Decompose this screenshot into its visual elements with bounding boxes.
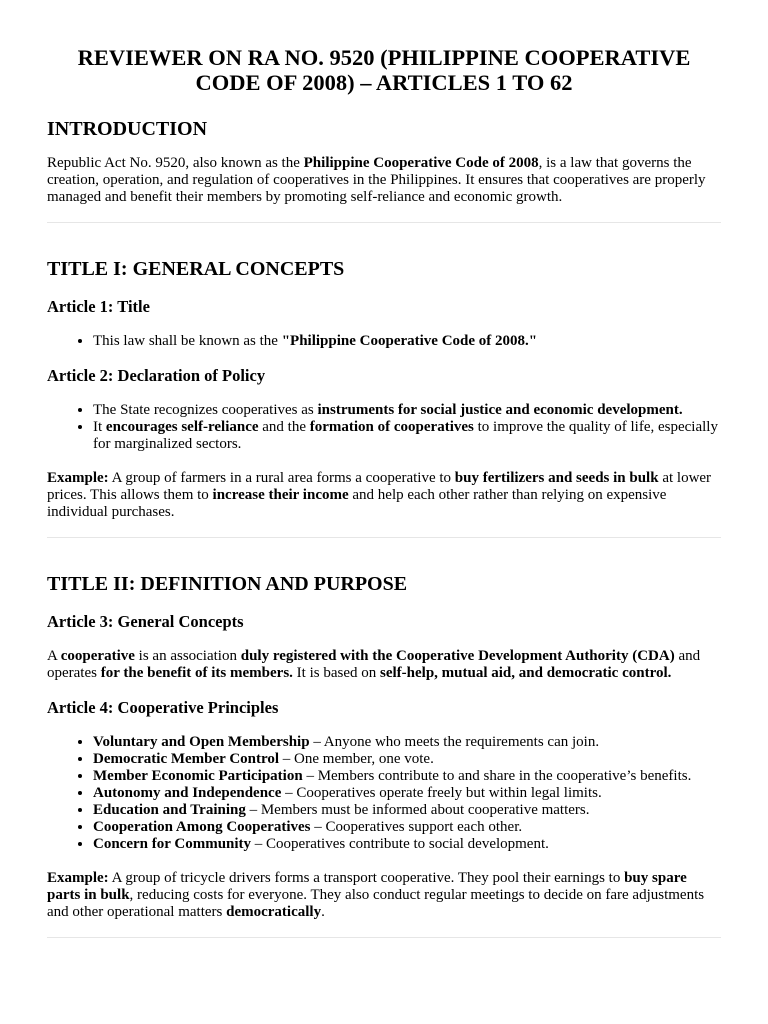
list-item: [93, 333, 721, 350]
list-item: [93, 734, 721, 751]
text-run: – Members contribute to and share in the cooperative’s benefits.: [302, 768, 692, 784]
text-run: A group of farmers in a rural area forms a cooperative to: [108, 470, 455, 486]
document-title: REVIEWER ON RA NO. 9520 (PHILIPPINE COOPERATIVE CODE OF 2008) – ARTICLES 1 TO 62: [77, 45, 691, 95]
title-2-section: [47, 573, 721, 921]
bold-text: Cooperation Among Cooperatives: [93, 819, 311, 835]
introduction-heading: INTRODUCTION: [47, 118, 208, 140]
list-item: [93, 785, 721, 802]
text-run: It is based on: [292, 665, 380, 681]
introduction-section: [47, 118, 721, 206]
list-item: [93, 402, 721, 419]
bold-text: Example:: [47, 870, 109, 886]
bold-text: for the benefit of its members.: [100, 665, 293, 681]
text-run: – Cooperatives contribute to social development.: [251, 836, 549, 852]
text-run: The State recognizes cooperatives as: [93, 402, 318, 418]
article-3-heading: Article 3: General Concepts: [47, 612, 244, 631]
text-run: A: [47, 648, 61, 664]
bold-text: buy spare parts in bulk: [47, 870, 687, 903]
title-1-heading: TITLE I: GENERAL CONCEPTS: [47, 258, 345, 280]
section-divider: [47, 937, 721, 938]
text-run: – Anyone who meets the requirements can join.: [309, 734, 600, 750]
article-1-heading: Article 1: Title: [47, 297, 150, 316]
article-4-example: [47, 870, 721, 921]
article-4-heading: Article 4: Cooperative Principles: [47, 698, 279, 717]
section-divider: [47, 222, 721, 223]
text-run: , reducing costs for everyone. They also conduct regular meetings to decide on fare adjustments and other operational matters: [47, 887, 705, 920]
bold-text: Philippine Cooperative Code of 2008: [303, 155, 539, 171]
section-divider: [47, 537, 721, 538]
list-item: [93, 419, 721, 453]
text-run: at lower prices. This allows them to: [47, 470, 712, 503]
text-run: to improve the quality of life, especially for marginalized sectors.: [93, 419, 718, 452]
bold-text: encourages self-reliance: [105, 419, 259, 435]
text-run: This law shall be known as the: [93, 333, 282, 349]
title-2-heading: TITLE II: DEFINITION AND PURPOSE: [47, 573, 408, 595]
text-run: – Members must be informed about cooperative matters.: [245, 802, 590, 818]
bold-text: instruments for social justice and economic development.: [317, 402, 683, 418]
bold-text: Example:: [47, 470, 109, 486]
bold-text: Democratic Member Control: [93, 751, 280, 767]
list-item: [93, 802, 721, 819]
article-1-list: [47, 333, 721, 350]
list-item: [93, 768, 721, 785]
text-run: Republic Act No. 9520, also known as the: [47, 155, 304, 171]
list-item: [93, 836, 721, 853]
text-run: .: [321, 904, 325, 920]
list-item: [93, 819, 721, 836]
article-4-list: [47, 734, 721, 853]
introduction-paragraph: [47, 155, 721, 206]
bold-text: cooperative: [60, 648, 135, 664]
bold-text: Autonomy and Independence: [93, 785, 282, 801]
text-run: and operates: [47, 648, 701, 681]
article-2-list: [47, 402, 721, 453]
text-run: , is a law that governs the creation, operation, and regulation of cooperatives in the Philippines. It ensures that cooperatives are properly managed and benefit their members by promoting self-reliance and economic growth.: [47, 155, 706, 205]
bold-text: Concern for Community: [93, 836, 252, 852]
text-run: It: [93, 419, 106, 435]
text-run: is an association: [134, 648, 241, 664]
list-item: [93, 751, 721, 768]
bold-text: "Philippine Cooperative Code of 2008.": [281, 333, 538, 349]
bold-text: buy fertilizers and seeds in bulk: [454, 470, 659, 486]
text-run: and the: [258, 419, 310, 435]
bold-text: increase their income: [212, 487, 349, 503]
bold-text: Voluntary and Open Membership: [93, 734, 310, 750]
text-run: – Cooperatives operate freely but within legal limits.: [281, 785, 602, 801]
title-1-section: [47, 258, 721, 521]
text-run: A group of tricycle drivers forms a transport cooperative. They pool their earnings to: [108, 870, 625, 886]
text-run: – Cooperatives support each other.: [310, 819, 523, 835]
bold-text: duly registered with the Cooperative Development Authority (CDA): [240, 648, 675, 664]
bold-text: Member Economic Participation: [93, 768, 303, 784]
article-2-example: [47, 470, 721, 521]
bold-text: democratically: [226, 904, 322, 920]
bold-text: Education and Training: [93, 802, 246, 818]
bold-text: self-help, mutual aid, and democratic control.: [380, 665, 672, 681]
article-2-heading: Article 2: Declaration of Policy: [47, 366, 266, 385]
text-run: and help each other rather than relying on expensive individual purchases.: [47, 487, 667, 520]
article-3-paragraph: [47, 648, 721, 682]
text-run: – One member, one vote.: [279, 751, 434, 767]
bold-text: formation of cooperatives: [309, 419, 474, 435]
